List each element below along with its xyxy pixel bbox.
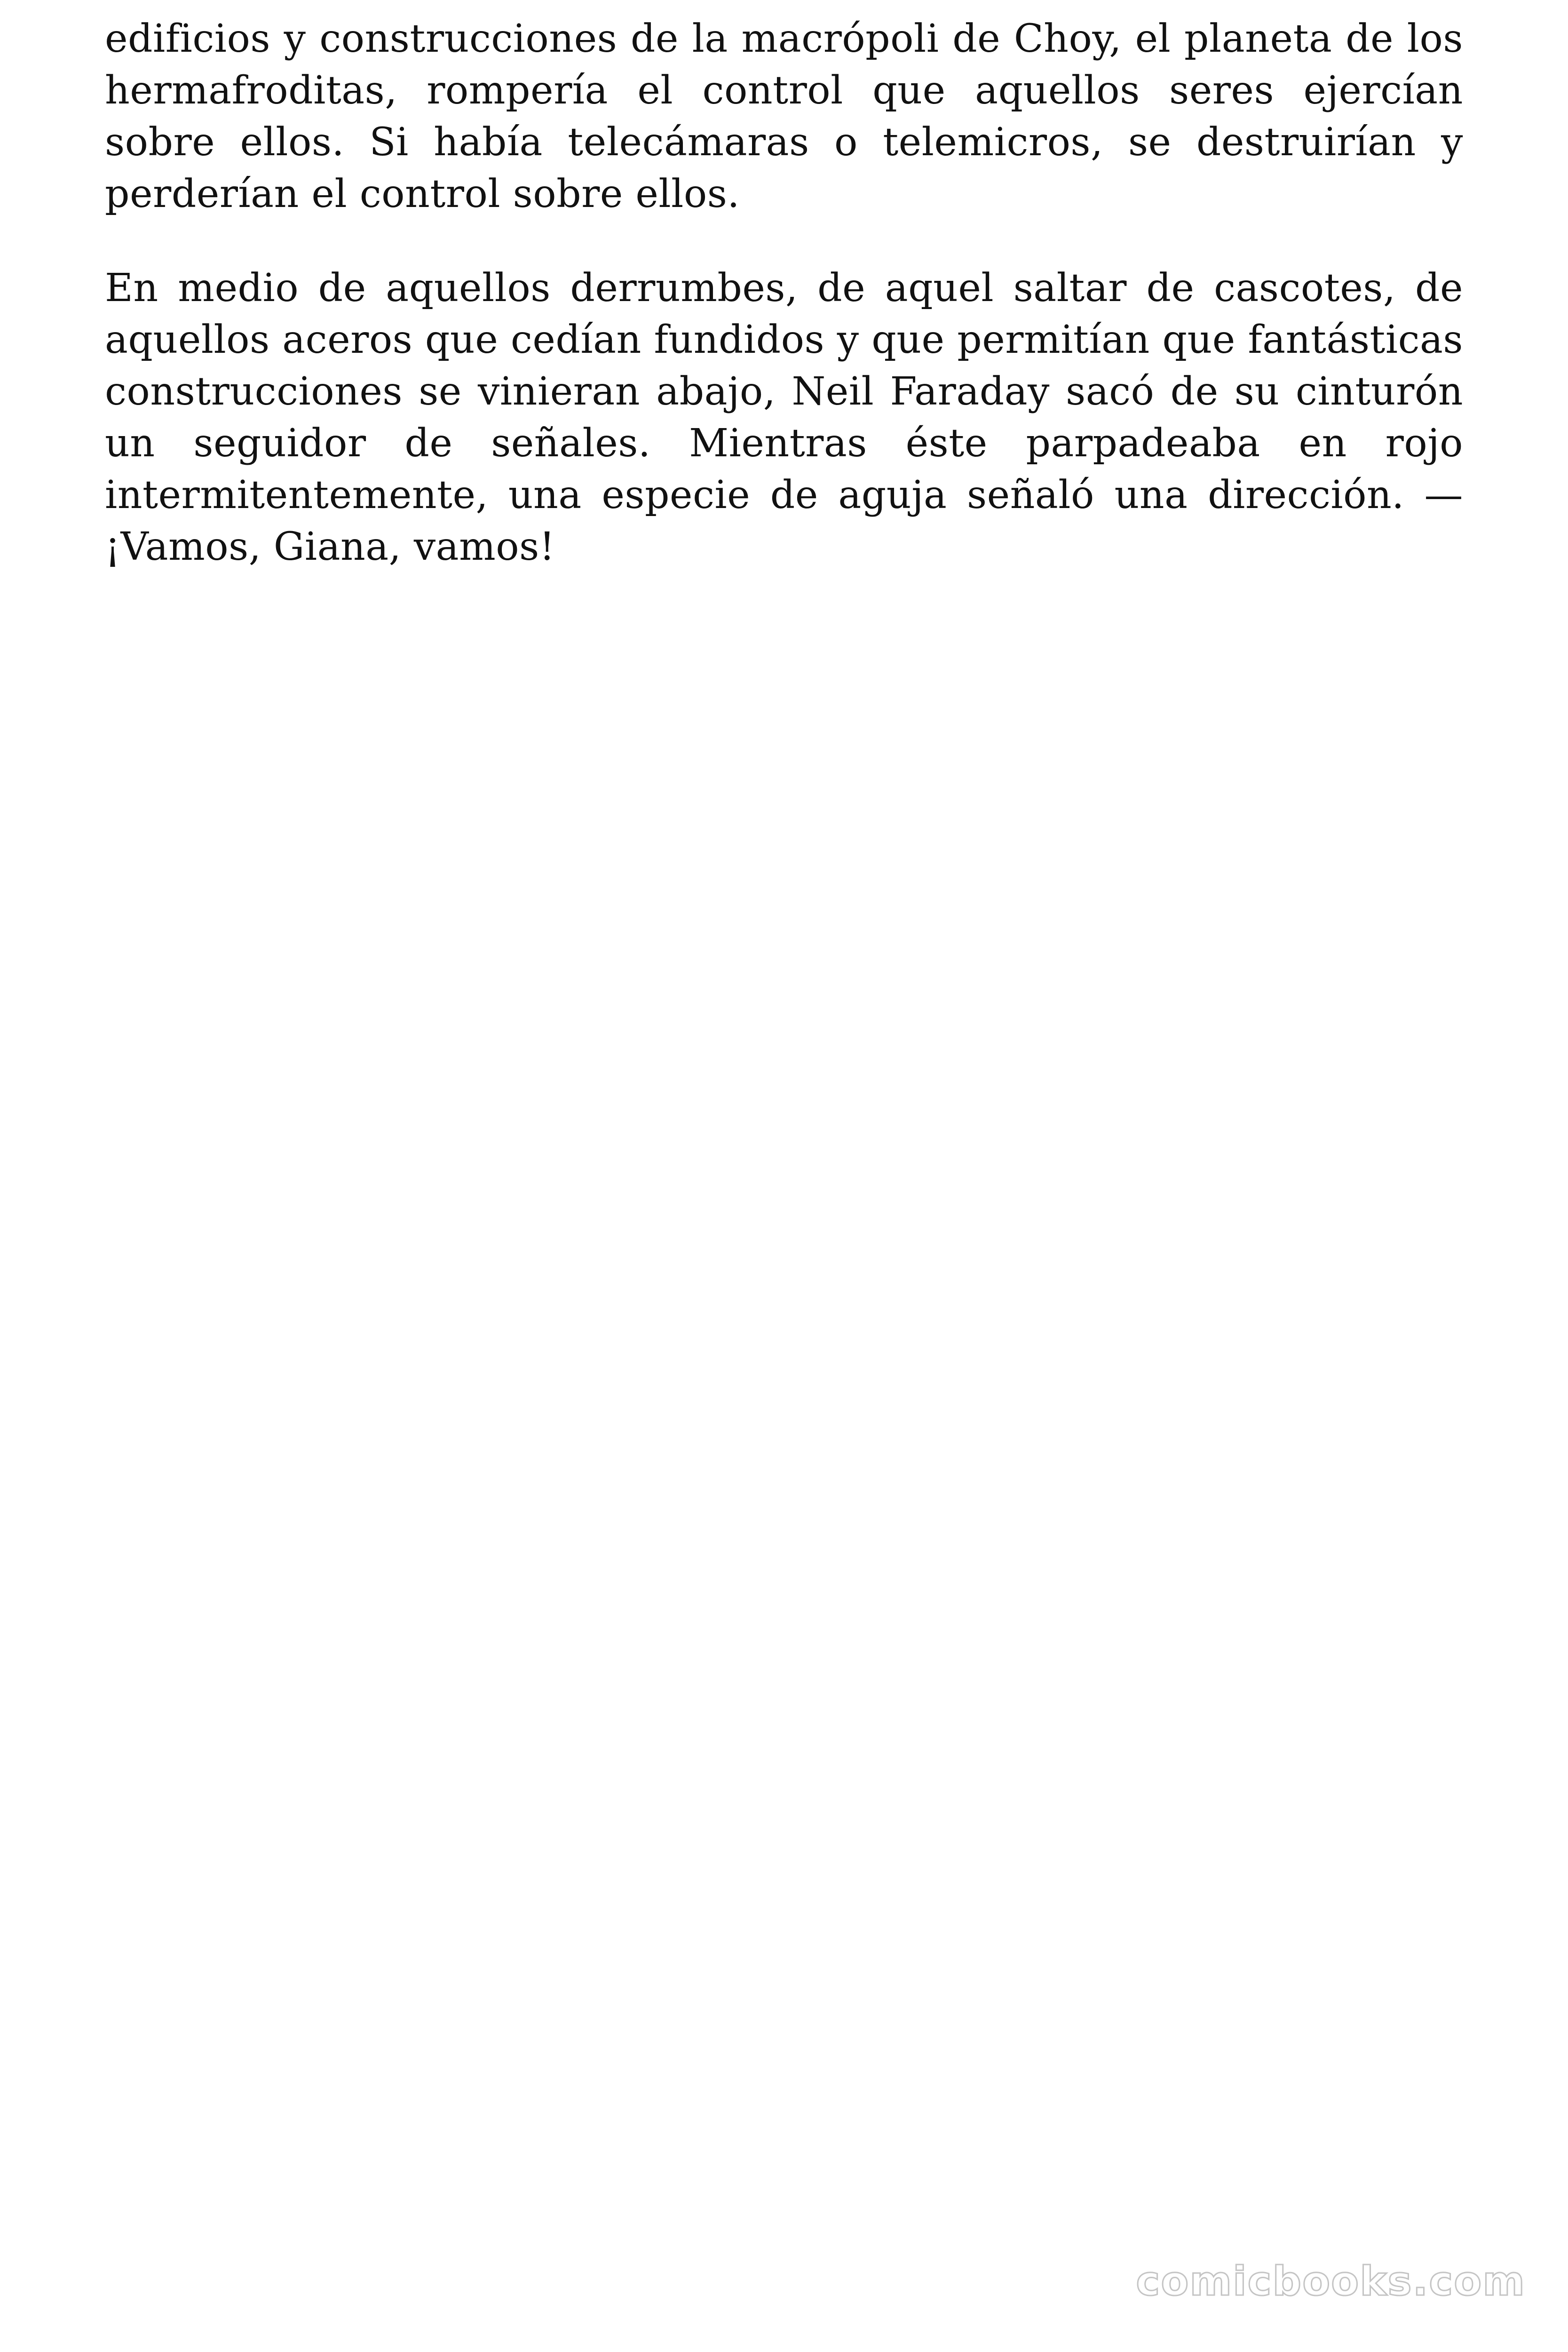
watermark-logo: comicbooks.com (1136, 2258, 1526, 2305)
body-text (105, 13, 1463, 615)
paragraph-1: edificios y construcciones de la macrópoli de Choy, el planeta de los hermafroditas, rompería el control que aquellos seres ejercían sobre ellos. Si había telecámaras o telemicros, se destruirían y perderían el control sobre ellos. (105, 16, 1463, 216)
paragraph-2: En medio de aquellos derrumbes, de aquel saltar de cascotes, de aquellos aceros que cedían fundidos y que permitían que fantásticas construcciones se vinieran abajo, Neil Faraday sacó de su cinturón un seguidor de señales. Mientras éste parpadeaba en rojo intermitentemente, una especie de aguja señaló una dirección. —¡Vamos, Giana, vamos! (105, 266, 1463, 569)
